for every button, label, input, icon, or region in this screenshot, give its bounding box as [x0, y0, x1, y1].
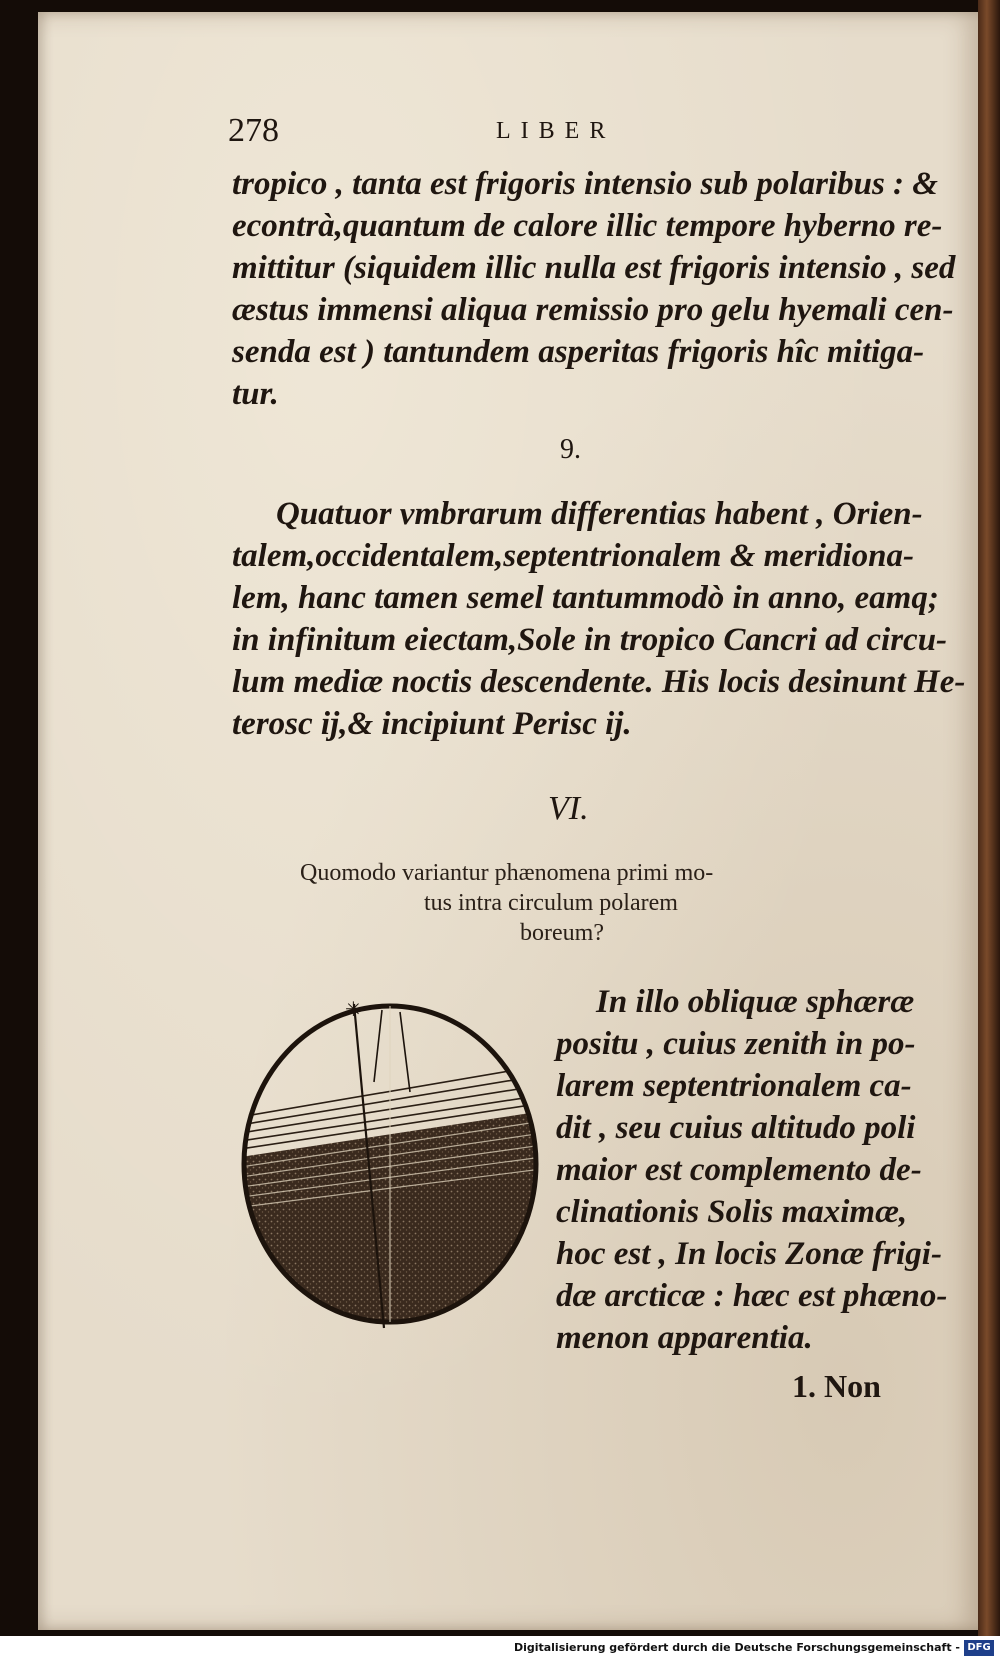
text-line: positu , cuius zenith in po-: [556, 1026, 916, 1062]
page-edge: [978, 0, 1000, 1636]
text-line: lem, hanc tamen semel tantummodò in anno, eamq;: [232, 580, 939, 616]
funding-credit: Digitalisierung gefördert durch die Deutsche Forschungsgemeinschaft -: [513, 1641, 960, 1654]
text-line: larem septentrionalem ca-: [556, 1068, 912, 1104]
text-line: terosc ij,& incipiunt Perisc ij.: [232, 706, 632, 742]
text-line: maior est complemento de-: [556, 1152, 922, 1188]
catchword: 1. Non: [792, 1368, 881, 1404]
dfg-logo: DFG: [964, 1640, 994, 1656]
title-line: Quomodo variantur phænomena primi mo-: [300, 860, 714, 886]
oblique-sphere-woodcut-icon: [234, 992, 550, 1330]
paragraph-2: [232, 494, 966, 754]
svg-text:✳: ✳: [345, 997, 362, 1021]
chapter-number: VI.: [548, 790, 589, 827]
page-number: 278: [228, 112, 279, 149]
text-line: lum mediæ noctis descendente. His locis desinunt He-: [232, 664, 966, 700]
text-line: In illo obliquæ sphæræ: [596, 984, 915, 1020]
paragraph-3: [556, 982, 948, 1356]
running-head: LIBER: [496, 118, 616, 144]
footer-bar: [0, 1636, 1000, 1662]
text-line: in infinitum eiectam,Sole in tropico Cancri ad circu-: [232, 622, 948, 658]
text-line: dit , seu cuius altitudo poli: [556, 1110, 916, 1146]
text-line: dæ arcticæ : hæc est phæno-: [556, 1278, 948, 1314]
paragraph-1: [232, 164, 956, 414]
text-line: æstus immensi aliqua remissio pro gelu hyemali cen-: [232, 292, 954, 328]
text-line: tur.: [232, 376, 279, 412]
title-line: tus intra circulum polarem: [424, 890, 678, 916]
chapter-title: [300, 858, 860, 968]
text-line: tropico , tanta est frigoris intensio sub polaribus : &: [232, 166, 938, 202]
text-line: talem,occidentalem,septentrionalem & meridiona-: [232, 538, 914, 574]
text-line: hoc est , In locis Zonæ frigi-: [556, 1236, 942, 1272]
page-header: [228, 112, 918, 152]
section-number: 9.: [560, 434, 581, 465]
title-line: boreum?: [520, 920, 604, 946]
text-line: Quatuor vmbrarum differentias habent , Orien-: [276, 496, 923, 532]
text-line: econtrà,quantum de calore illic tempore hyberno re-: [232, 208, 943, 244]
text-line: menon apparentia.: [556, 1320, 813, 1356]
text-line: mittitur (siquidem illic nulla est frigoris intensio , sed: [232, 250, 956, 286]
text-line: clinationis Solis maximæ,: [556, 1194, 908, 1230]
text-line: senda est ) tantundem asperitas frigoris hîc mitiga-: [232, 334, 925, 370]
